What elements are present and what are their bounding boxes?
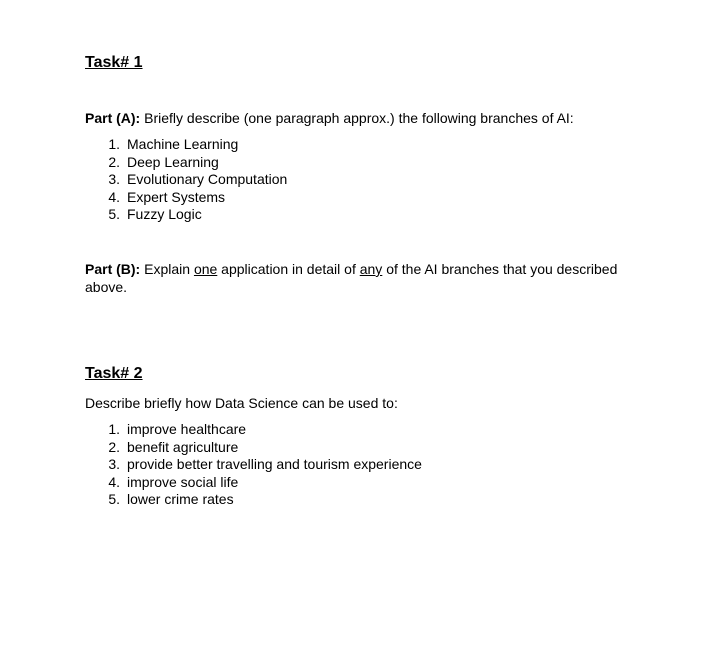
- task1-part-b: Part (B): Explain one application in detail of any of the AI branches that you described above.: [85, 261, 618, 295]
- ai-branches-list: [85, 136, 287, 224]
- task1-title: Task# 1: [85, 54, 143, 71]
- list-item: 5. lower crime rates: [108, 491, 234, 507]
- list-item: 1. improve healthcare: [108, 421, 247, 437]
- list-item: 3. Evolutionary Computation: [108, 171, 288, 187]
- part-a-label: Part (A):: [85, 110, 141, 126]
- list-item: 4. Expert Systems: [108, 188, 226, 205]
- part-a-text: Briefly describe (one paragraph approx.) the following branches of AI:: [140, 110, 574, 126]
- list-item: 5. Fuzzy Logic: [108, 206, 202, 222]
- list-item: 1. Machine Learning: [108, 136, 239, 152]
- task1-part-a: [85, 109, 645, 127]
- part-b-label: Part (B):: [85, 261, 141, 277]
- task2-intro: Describe briefly how Data Science can be used to:: [85, 395, 398, 411]
- list-item: 4. improve social life: [108, 473, 239, 490]
- underlined-any: any: [359, 261, 383, 277]
- underlined-one: one: [193, 261, 218, 277]
- list-item: 3. provide better travelling and tourism experience: [108, 456, 422, 472]
- list-item: 2. Deep Learning: [108, 153, 219, 170]
- list-item: 2. benefit agriculture: [108, 438, 239, 455]
- data-science-list: [85, 421, 422, 509]
- task2-title: Task# 2: [85, 365, 143, 382]
